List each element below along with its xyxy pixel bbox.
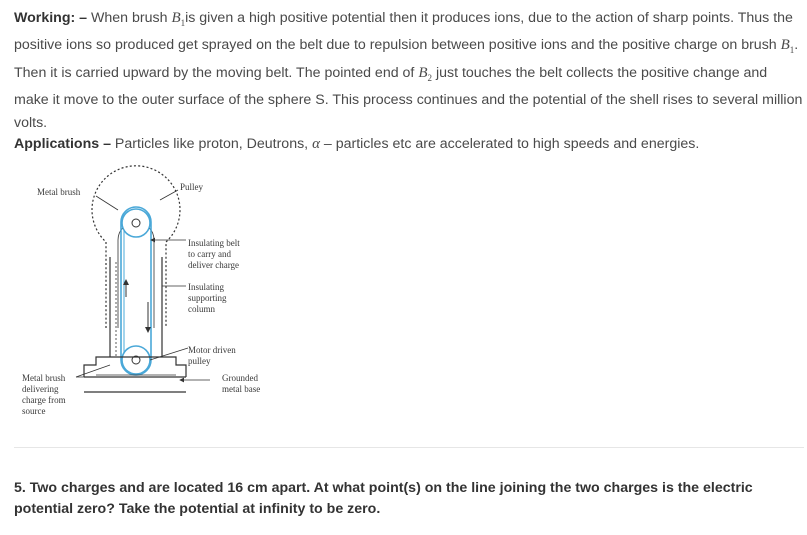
label-motor-2: pulley bbox=[188, 356, 211, 366]
working-text-2: is given a high positive potential then it produces ions, due to the action of sharp points. Thus the positive ions so produced get sprayed on the belt due to repulsion between positive ions and the positive charge on brush bbox=[14, 10, 793, 54]
van-de-graaff-diagram bbox=[0, 162, 300, 432]
alpha-symbol: α bbox=[312, 136, 320, 152]
working-heading: Working: bbox=[14, 10, 76, 26]
applications-text-1: Particles like proton, Deutrons, bbox=[114, 136, 313, 152]
applications-heading: Applications bbox=[14, 136, 100, 152]
working-dash: – bbox=[75, 10, 91, 26]
applications-text-2: – particles etc are accelerated to high speeds and energies. bbox=[319, 136, 700, 152]
working-paragraph bbox=[14, 7, 804, 134]
label-pulley: Pulley bbox=[180, 182, 204, 192]
label-column-3: column bbox=[188, 304, 215, 314]
brush-b1-symbol: $B_1$ bbox=[171, 10, 186, 28]
label-source-3: charge from bbox=[22, 395, 66, 405]
label-metal-brush: Metal brush bbox=[37, 187, 81, 197]
label-source-4: source bbox=[22, 406, 46, 416]
applications-dash: – bbox=[99, 136, 115, 152]
label-insulating-belt-2: to carry and bbox=[188, 249, 231, 259]
question-5: 5. Two charges and are located 16 cm apart. At what point(s) on the line joining the two charges is the electric potential zero? Take the potential at infinity to be zero. bbox=[14, 480, 753, 517]
label-insulating-belt-1: Insulating belt bbox=[188, 238, 240, 248]
brush-b2-symbol: $B_2$ bbox=[418, 64, 432, 83]
label-column-2: supporting bbox=[188, 293, 227, 303]
working-text-3: . Then it is carried upward by the moving belt. The pointed end of bbox=[14, 37, 799, 81]
applications-paragraph bbox=[14, 133, 804, 155]
label-motor-1: Motor driven bbox=[188, 345, 236, 355]
working-text-4: just touches the belt collects the positive change and make it move to the outer surface of the sphere S. This process continues and the potential of the shell rises to several million volts. bbox=[14, 64, 803, 131]
sphere-dome bbox=[92, 166, 180, 328]
label-column-1: Insulating bbox=[188, 282, 224, 292]
working-text-1: When brush bbox=[91, 10, 172, 26]
section-divider bbox=[14, 447, 804, 448]
label-source-1: Metal brush bbox=[22, 373, 66, 383]
label-insulating-belt-3: deliver charge bbox=[188, 260, 240, 270]
brush-b1-symbol-2: $B_1$ bbox=[780, 37, 795, 56]
label-base-2: metal base bbox=[222, 384, 261, 394]
label-source-2: delivering bbox=[22, 384, 59, 394]
label-base-1: Grounded bbox=[222, 373, 258, 383]
